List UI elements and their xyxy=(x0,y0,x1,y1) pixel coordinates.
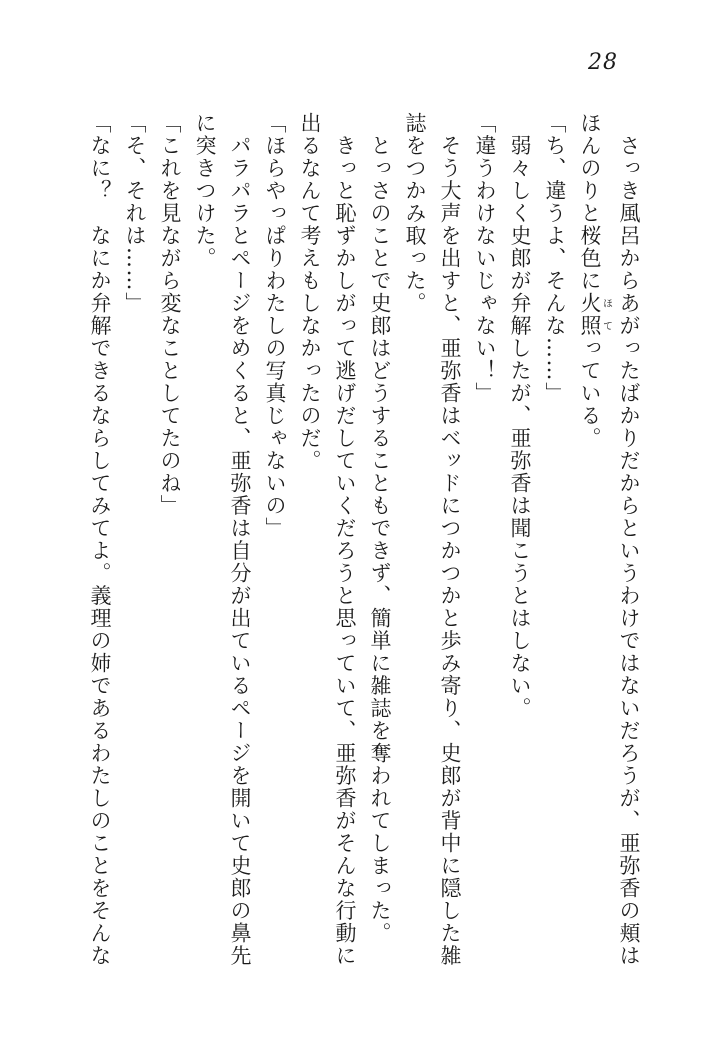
text-column: 誌をつかみ取った。 xyxy=(403,112,427,315)
text-column: さっき風呂からあがったばかりだからというわけではないだろうが、亜弥香の頬は xyxy=(617,112,641,967)
text-column: に突きつけた。 xyxy=(193,112,217,270)
text-column: とっさのことで史郎はどうすることもできず、簡単に雑誌を奪われてしまった。 xyxy=(368,112,392,945)
ruby-annotated-text: 火照ほて xyxy=(578,292,612,337)
text-column: ほんのりと桜色に火照ほてっている。 xyxy=(578,112,612,450)
text-column: パラパラとページをめくると、亜弥香は自分が出ているページを開いて史郎の鼻先 xyxy=(228,112,252,967)
page-number: 28 xyxy=(588,50,618,75)
text-column: 「ち、違うよ、そんな……」 xyxy=(543,112,567,405)
text-column: 「そ、それは……」 xyxy=(123,112,147,315)
text-column: 出るなんて考えもしなかったのだ。 xyxy=(298,112,322,472)
text-column: きっと恥ずかしがって逃げだしていくだろうと思っていて、亜弥香がそんな行動に xyxy=(333,112,357,967)
text-column: そう大声を出すと、亜弥香はベッドにつかつかと歩み寄り、史郎が背中に隠した雑 xyxy=(438,112,462,967)
text-column: 「違うわけないじゃない！」 xyxy=(473,112,497,405)
text-column: 「これを見ながら変なことしてたのね」 xyxy=(158,112,182,517)
text-block xyxy=(82,112,646,974)
text-column: 弱々しく史郎が弁解したが、亜弥香は聞こうとはしない。 xyxy=(508,112,532,720)
text-column: 「ほらやっぱりわたしの写真じゃないの」 xyxy=(263,112,287,540)
text-column: 「なに？ なにか弁解できるならしてみてよ。義理の姉であるわたしのことをそんな xyxy=(88,112,112,967)
